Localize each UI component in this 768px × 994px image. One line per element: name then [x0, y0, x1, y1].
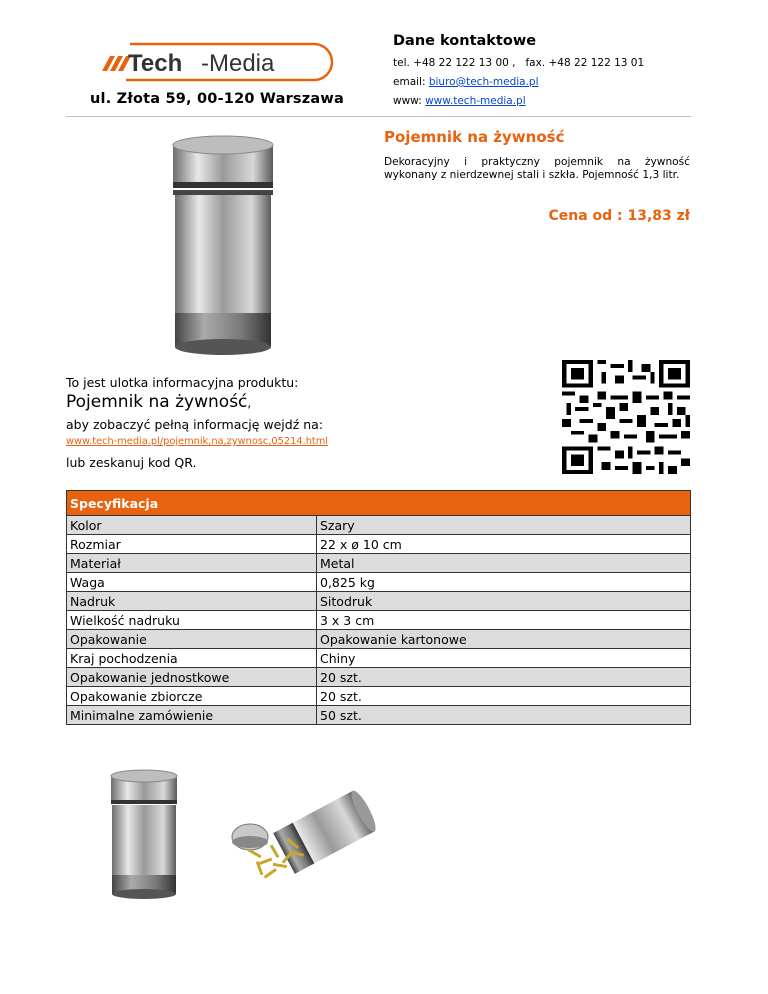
spec-value: Metal — [317, 554, 691, 573]
spec-key: Opakowanie zbiorcze — [67, 687, 317, 706]
flyer-scan-qr: lub zeskanuj kod QR. — [66, 455, 197, 470]
spec-key: Opakowanie jednostkowe — [67, 668, 317, 687]
product-image-main — [170, 135, 276, 360]
email-label: email: — [393, 76, 429, 88]
tech-media-logo — [100, 40, 336, 82]
spec-value: 0,825 kg — [317, 573, 691, 592]
spec-key: Materiał — [67, 554, 317, 573]
logo-text-tech: Tech — [128, 50, 183, 77]
spec-value: 20 szt. — [317, 668, 691, 687]
spec-key: Opakowanie — [67, 630, 317, 649]
spec-header: Specyfikacja — [67, 491, 691, 516]
spec-value: 22 x ø 10 cm — [317, 535, 691, 554]
flyer-product-name — [66, 392, 251, 412]
spec-value: Sitodruk — [317, 592, 691, 611]
specification-table — [66, 490, 691, 725]
spec-value: Opakowanie kartonowe — [317, 630, 691, 649]
spec-key: Kraj pochodzenia — [67, 649, 317, 668]
logo-text-media: -Media — [201, 50, 275, 77]
flyer-intro: To jest ulotka informacyjna produktu: — [66, 375, 299, 390]
www-link[interactable]: www.tech-media.pl — [425, 95, 526, 107]
flyer-product-name-text: Pojemnik na żywność — [66, 392, 248, 412]
table-row — [67, 668, 691, 687]
spec-key: Kolor — [67, 516, 317, 535]
table-row — [67, 573, 691, 592]
spec-key: Rozmiar — [67, 535, 317, 554]
spec-value: 20 szt. — [317, 687, 691, 706]
table-row — [67, 554, 691, 573]
www-line — [393, 95, 526, 107]
flyer-see-more: aby zobaczyć pełną informację wejdź na: — [66, 417, 324, 432]
table-row — [67, 535, 691, 554]
header-divider — [66, 116, 691, 117]
product-description: Dekoracyjny i praktyczny pojemnik na żywność wykonany z nierdzewnej stali i szkła. Pojemność 1,3 litr. — [384, 156, 690, 181]
table-row — [67, 592, 691, 611]
flyer-product-name-comma: , — [247, 396, 252, 410]
product-image-standing — [108, 768, 180, 900]
spec-key: Nadruk — [67, 592, 317, 611]
www-label: www: — [393, 95, 426, 107]
spec-key: Minimalne zamówienie — [67, 706, 317, 725]
spec-value: 50 szt. — [317, 706, 691, 725]
product-title: Pojemnik na żywność — [384, 128, 565, 146]
email-line — [393, 76, 539, 88]
table-row — [67, 649, 691, 668]
email-link[interactable]: biuro@tech-media.pl — [428, 76, 539, 88]
table-row — [67, 516, 691, 535]
company-address: ul. Złota 59, 00-120 Warszawa — [90, 91, 344, 107]
table-row — [67, 687, 691, 706]
product-price: Cena od : 13,83 zł — [548, 208, 690, 224]
qr-code — [562, 360, 690, 474]
product-image-lying — [218, 782, 378, 887]
spec-value: Szary — [317, 516, 691, 535]
spec-value: Chiny — [317, 649, 691, 668]
table-row — [67, 611, 691, 630]
table-row — [67, 630, 691, 649]
contact-title: Dane kontaktowe — [393, 33, 537, 49]
product-page-link[interactable]: www.tech-media.pl/pojemnik,na,zywnosc,05214.html — [66, 436, 329, 447]
spec-key: Waga — [67, 573, 317, 592]
table-row — [67, 706, 691, 725]
spec-key: Wielkość nadruku — [67, 611, 317, 630]
spec-value: 3 x 3 cm — [317, 611, 691, 630]
phone-fax-line: tel. +48 22 122 13 00 , fax. +48 22 122 13 01 — [393, 57, 645, 69]
